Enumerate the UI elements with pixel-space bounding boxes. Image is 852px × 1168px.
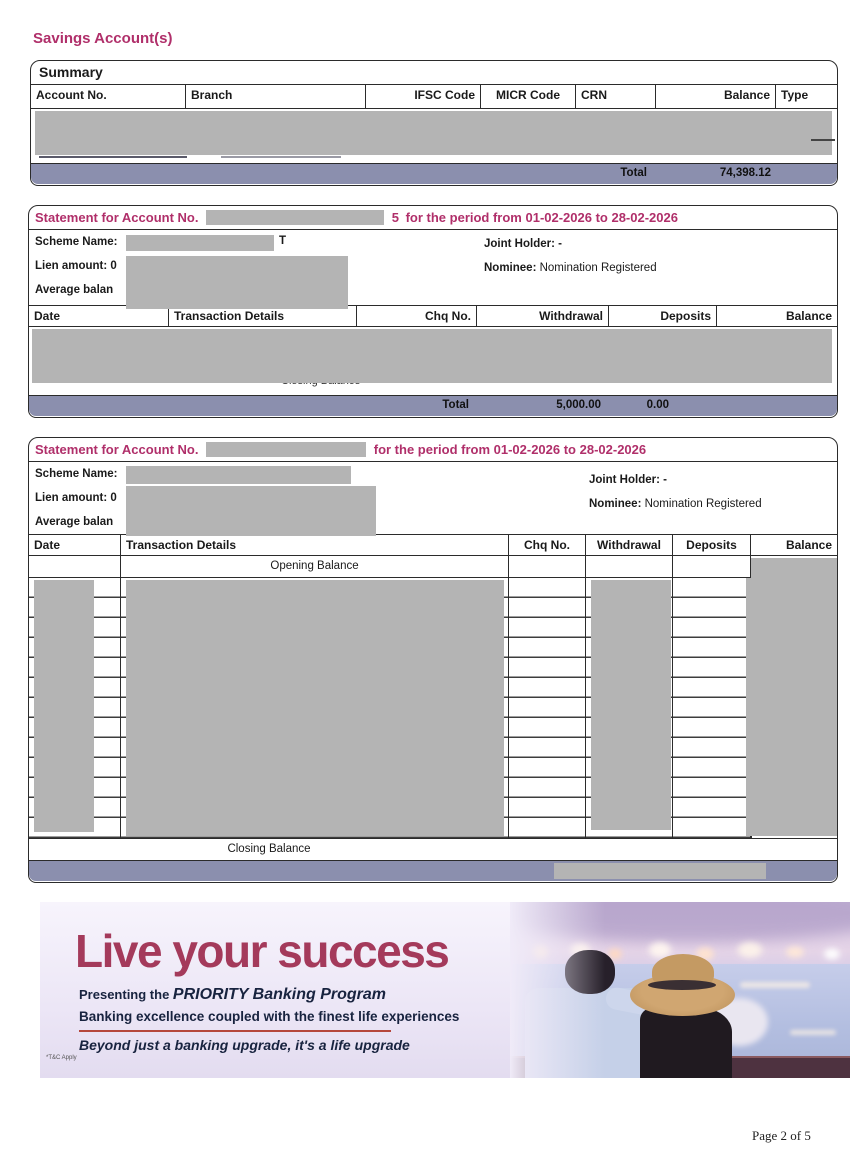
st1-col-date: Date xyxy=(29,306,169,326)
st1-total-label: Total xyxy=(442,399,469,411)
st2-col-chq: Chq No. xyxy=(509,535,586,555)
redacted-scheme-name xyxy=(126,235,274,251)
closing-balance-row xyxy=(29,838,837,860)
summary-col-balance: Balance xyxy=(656,85,776,108)
summary-box xyxy=(30,60,838,186)
body-chq-col xyxy=(509,578,586,838)
st2-col-details: Transaction Details xyxy=(121,535,509,555)
statement1-title-fragment: 5 xyxy=(391,210,399,225)
statement1-box xyxy=(28,205,838,418)
nominee-value: Nomination Registered xyxy=(644,498,762,510)
banner-subline2: Banking excellence coupled with the finest life experiences xyxy=(79,1009,460,1024)
opening-deposits-cell xyxy=(673,556,751,577)
average-balance-label: Average balan xyxy=(35,516,114,528)
opening-date-cell xyxy=(29,556,121,577)
redacted-account-underline xyxy=(39,156,187,158)
redacted-account-number xyxy=(206,442,366,457)
st1-total-deposits: 0.00 xyxy=(646,399,669,411)
statement2-transactions xyxy=(29,578,837,838)
st2-col-withdrawal: Withdrawal xyxy=(586,535,673,555)
redacted-region xyxy=(32,329,832,383)
st2-col-date: Date xyxy=(29,535,121,555)
scheme-name-fragment: T xyxy=(279,235,287,247)
row-line-stub xyxy=(811,139,835,141)
opening-chq-cell xyxy=(509,556,586,577)
summary-total-balance: 74,398.12 xyxy=(719,167,771,179)
banner-divider xyxy=(79,1030,391,1032)
redacted-scheme-name xyxy=(126,466,351,484)
scheme-name-label: Scheme Name: xyxy=(35,468,118,480)
st1-total-withdrawal: 5,000.00 xyxy=(556,399,601,411)
opening-balance-label: Opening Balance xyxy=(121,556,509,577)
summary-header-row xyxy=(31,85,837,109)
redacted-opening-balance xyxy=(751,558,837,596)
banner-program-name: PRIORITY Banking Program xyxy=(172,986,386,1003)
priority-banking-banner xyxy=(40,902,850,1078)
statement1-body xyxy=(29,327,837,395)
summary-col-micr: MICR Code xyxy=(481,85,576,108)
statement1-info xyxy=(29,230,837,305)
summary-col-type: Type xyxy=(781,88,809,102)
st1-col-details: Transaction Details xyxy=(169,306,357,326)
average-balance-label: Average balan xyxy=(35,284,114,296)
summary-col-branch: Branch xyxy=(186,85,366,108)
summary-col-ifsc: IFSC Code xyxy=(366,85,481,108)
redacted-dates xyxy=(34,580,94,832)
statement2-title-prefix: Statement for Account No. xyxy=(35,442,199,457)
photo-left-fade xyxy=(510,902,605,1078)
banner-tnc: *T&C Apply xyxy=(46,1055,77,1061)
page-heading: Savings Account(s) xyxy=(33,30,173,47)
body-deposits-col xyxy=(673,578,751,838)
summary-title: Summary xyxy=(31,61,837,85)
summary-col-account: Account No. xyxy=(31,85,186,108)
opening-balance-cell xyxy=(751,556,837,577)
redacted-transaction-details xyxy=(126,580,504,836)
statement2-info xyxy=(29,462,837,534)
statement2-holder-info xyxy=(589,468,762,516)
redacted-totals xyxy=(554,863,766,879)
joint-holder: Joint Holder: - xyxy=(589,474,667,486)
banner-tagline: Beyond just a banking upgrade, it's a life upgrade xyxy=(79,1037,410,1053)
statement1-title-suffix: for the period from 01-02-2026 to 28-02-2026 xyxy=(405,210,678,225)
redacted-withdrawals xyxy=(591,580,671,830)
joint-holder: Joint Holder: - xyxy=(484,238,562,250)
nominee-label: Nominee: xyxy=(589,498,642,510)
closing-balance-label: Closing Balance xyxy=(227,843,311,855)
lien-amount-label: Lien amount: 0 xyxy=(35,492,117,504)
nominee-label: Nominee: xyxy=(484,262,537,274)
statement1-title-prefix: Statement for Account No. xyxy=(35,210,199,225)
statement1-total-row xyxy=(29,395,837,416)
photo-reflection xyxy=(740,982,810,988)
banner-subline1-prefix: Presenting the xyxy=(79,987,173,1002)
redacted-balances xyxy=(746,578,838,836)
opening-balance-row xyxy=(29,556,837,578)
banner-subline1 xyxy=(79,986,386,1004)
redacted-account-number xyxy=(206,210,384,225)
scheme-name-label: Scheme Name: xyxy=(35,236,118,248)
photo-hat-band xyxy=(648,980,716,990)
st1-col-chq: Chq No. xyxy=(357,306,477,326)
st2-col-balance: Balance xyxy=(785,538,832,552)
banner-photo xyxy=(510,902,850,1078)
st2-col-deposits: Deposits xyxy=(673,535,751,555)
statement2-box xyxy=(28,437,838,883)
banner-headline: Live your success xyxy=(75,925,449,977)
page-number: Page 2 of 5 xyxy=(752,1128,811,1143)
statement2-title-suffix: for the period from 01-02-2026 to 28-02-2026 xyxy=(373,442,647,457)
statement2-total-row xyxy=(29,860,837,881)
nominee xyxy=(589,492,762,516)
photo-woman xyxy=(640,1008,732,1078)
summary-total-label: Total xyxy=(620,167,647,179)
st1-col-deposits: Deposits xyxy=(609,306,717,326)
statement1-holder-info xyxy=(484,232,657,280)
statement1-title xyxy=(29,206,837,230)
statement2-title xyxy=(29,438,837,462)
redacted-region xyxy=(126,256,348,309)
summary-col-crn: CRN xyxy=(576,85,656,108)
st1-col-withdrawal: Withdrawal xyxy=(477,306,609,326)
statement2-header-row xyxy=(29,534,837,556)
summary-data-area xyxy=(31,109,837,163)
summary-total-row xyxy=(31,163,837,184)
redacted-region xyxy=(126,486,376,536)
nominee-value: Nomination Registered xyxy=(539,262,657,274)
opening-withdrawal-cell xyxy=(586,556,673,577)
redacted-branch-fragment xyxy=(221,156,341,158)
nominee xyxy=(484,256,657,280)
redacted-region xyxy=(35,111,832,155)
photo-reflection xyxy=(790,1030,836,1035)
st1-col-balance: Balance xyxy=(785,309,832,323)
lien-amount-label: Lien amount: 0 xyxy=(35,260,117,272)
